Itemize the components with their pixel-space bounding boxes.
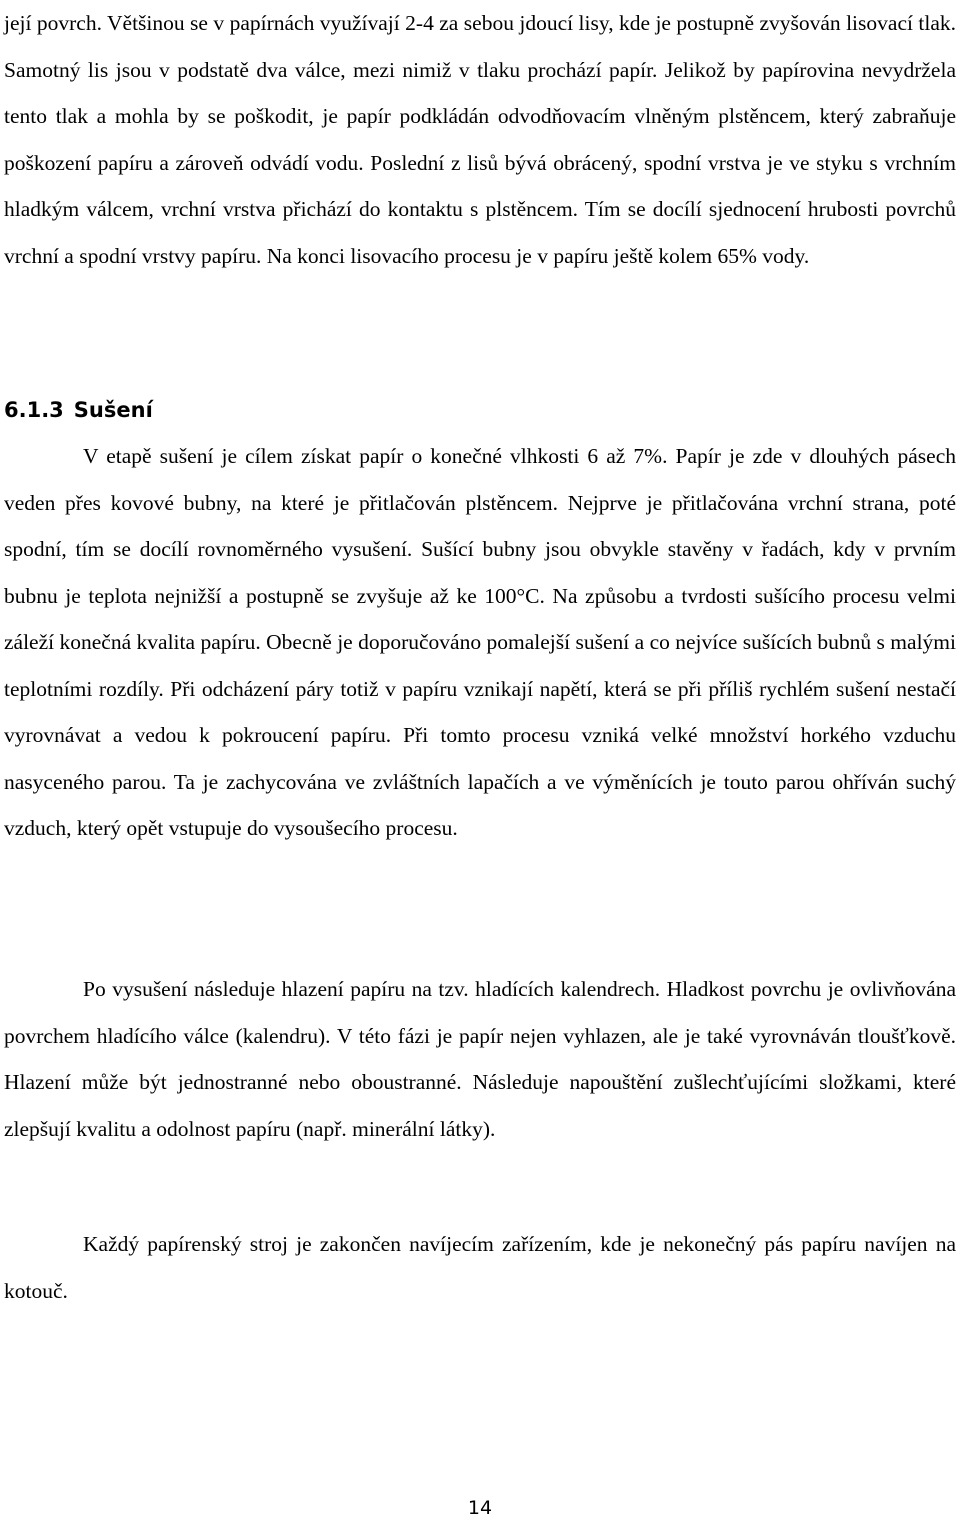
section-number: 6.1.3 [4, 398, 64, 422]
paragraph-pressing: její povrch. Většinou se v papírnách využívají 2-4 za sebou jdoucí lisy, kde je postupně zvyšován lisovací tlak. Samotný lis jsou v podstatě dva válce, mezi nimiž v tlaku prochází papír. Jelikož by papírovina nevydržela tento tlak a mohla by se poškodit, je papír podkládán odvodňovacím vlněným plstěncem, který zabraňuje poškození papíru a zároveň odvádí vodu. Poslední z lisů bývá obrácený, spodní vrstva je ve styku s vrchním hladkým válcem, vrchní vrstva přichází do kontaktu s plstěncem. Tím se docílí sjednocení hrubosti povrchů vrchní a spodní vrstvy papíru. Na konci lisovacího procesu je v papíru ještě kolem 65% vody. [4, 11, 956, 268]
paragraph-winding: Každý papírenský stroj je zakončen navíjecím zařízením, kde je nekonečný pás papíru navíjen na kotouč. [4, 1232, 956, 1303]
paragraph-drying: V etapě sušení je cílem získat papír o konečné vlhkosti 6 až 7%. Papír je zde v dlouhých pásech veden přes kovové bubny, na které je přitlačován plstěncem. Nejprve je přitlačována vrchní strana, poté spodní, tím se docílí rovnoměrného vysušení. Sušící bubny jsou obvykle stavěny v řadách, kdy v prvním bubnu je teplota nejnižší a postupně se zvyšuje až ke 100°C. Na způsobu a tvrdosti sušícího procesu velmi záleží konečná kvalita papíru. Obecně je doporučováno pomalejší sušení a co nejvíce sušících bubnů s malými teplotními rozdíly. Při odcházení páry totiž v papíru vznikají napětí, která se při příliš rychlém sušení nestačí vyrovnávat a vedou k pokroucení papíru. Při tomto procesu vzniká velké množství horkého vzduchu nasyceného parou. Ta je zachycována ve zvláštních lapačích a ve výměnících je touto parou ohříván suchý vzduch, který opět vstupuje do vysoušecího procesu. [4, 444, 956, 840]
section-title: Sušení [73, 398, 153, 422]
paragraph-smoothing: Po vysušení následuje hlazení papíru na tzv. hladících kalendrech. Hladkost povrchu je ovlivňována povrchem hladícího válce (kalendru). V této fázi je papír nejen vyhlazen, ale je také vyrovnáván tloušťkově. Hlazení může být jednostranné nebo oboustranné. Následuje napouštění zušlechťujícími složkami, které zlepšují kvalitu a odolnost papíru (např. minerální látky). [4, 977, 956, 1141]
body-text [4, 0, 956, 279]
page-number: 14 [467, 1497, 493, 1519]
section-heading [4, 395, 153, 425]
